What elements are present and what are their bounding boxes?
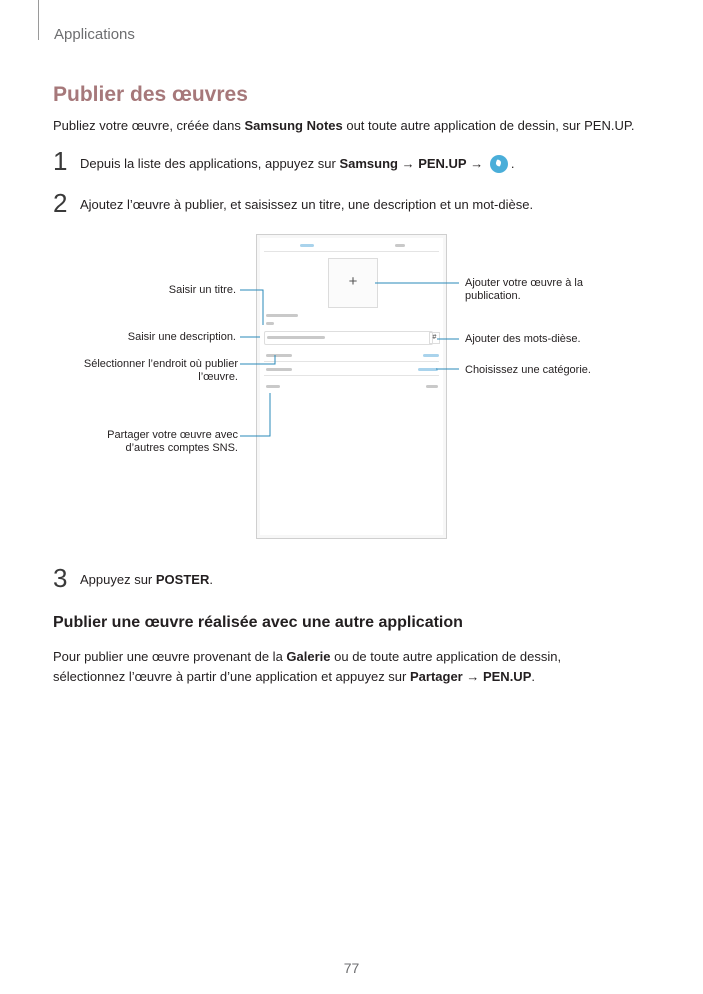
subsection-title: Publier une œuvre réalisée avec une autre application	[53, 614, 463, 631]
subsection-line-2	[53, 667, 561, 687]
line1-galerie: Galerie	[286, 649, 331, 664]
header-title: Applications	[54, 26, 135, 43]
step-1-end: .	[510, 156, 515, 171]
subsection-paragraph	[53, 647, 561, 687]
subsection-line-1	[53, 647, 561, 667]
line1-text: Pour publier une œuvre provenant de la	[53, 649, 287, 664]
line2-partager: Partager	[409, 669, 463, 684]
callout-location: Sélectionner l’endroit où publier l’œuvre.	[83, 358, 238, 383]
line2-penup: PEN.UP	[482, 669, 532, 684]
step-3-text	[80, 572, 213, 587]
step-1-penup: PEN.UP	[418, 156, 467, 171]
callout-line-title	[240, 290, 263, 325]
callout-add-artwork: Ajouter votre œuvre à la publication.	[465, 277, 583, 302]
intro-text-end: out toute autre application de dessin, sur PEN.UP.	[342, 118, 635, 133]
callout-line-sns	[240, 393, 270, 436]
line2-text: sélectionnez l’œuvre à partir d’une application et appuyez sur	[53, 669, 410, 684]
step-1-lead: Depuis la liste des applications, appuyez sur	[80, 156, 340, 171]
add-artwork-icon: +	[328, 258, 378, 308]
step-3-lead: Appuyez sur	[80, 572, 156, 587]
step-1-arrow-2: →	[466, 156, 487, 171]
callout-hashtag: Ajouter des mots-dièse.	[465, 333, 581, 345]
intro-text: Publiez votre œuvre, créée dans	[53, 118, 245, 133]
step-2-number: 2	[53, 188, 68, 218]
hashtag-icon: #	[429, 332, 440, 344]
step-3-poster: POSTER	[155, 572, 210, 587]
step-2-text: Ajoutez l’œuvre à publier, et saisissez un titre, une description et un mot-dièse.	[80, 197, 534, 212]
callout-category: Choisissez une catégorie.	[465, 364, 591, 376]
step-1-arrow-1: →	[397, 156, 419, 171]
line2-arrow: →	[462, 669, 483, 684]
section-title: Publier des œuvres	[53, 83, 248, 106]
step-1-samsung: Samsung	[339, 156, 398, 171]
callout-description: Saisir une description.	[127, 331, 236, 343]
line1-text-end: ou de toute autre application de dessin,	[330, 649, 562, 664]
page-number: 77	[343, 960, 360, 976]
callout-line-location	[240, 355, 275, 364]
line2-end: .	[531, 669, 535, 684]
step-3-number: 3	[53, 563, 68, 593]
callout-title: Saisir un titre.	[168, 284, 236, 296]
callout-sns: Partager votre œuvre avec d’autres comptes SNS.	[107, 429, 238, 454]
step-1-number: 1	[53, 146, 68, 176]
intro-bold: Samsung Notes	[244, 118, 343, 133]
step-3-end: .	[209, 572, 213, 587]
